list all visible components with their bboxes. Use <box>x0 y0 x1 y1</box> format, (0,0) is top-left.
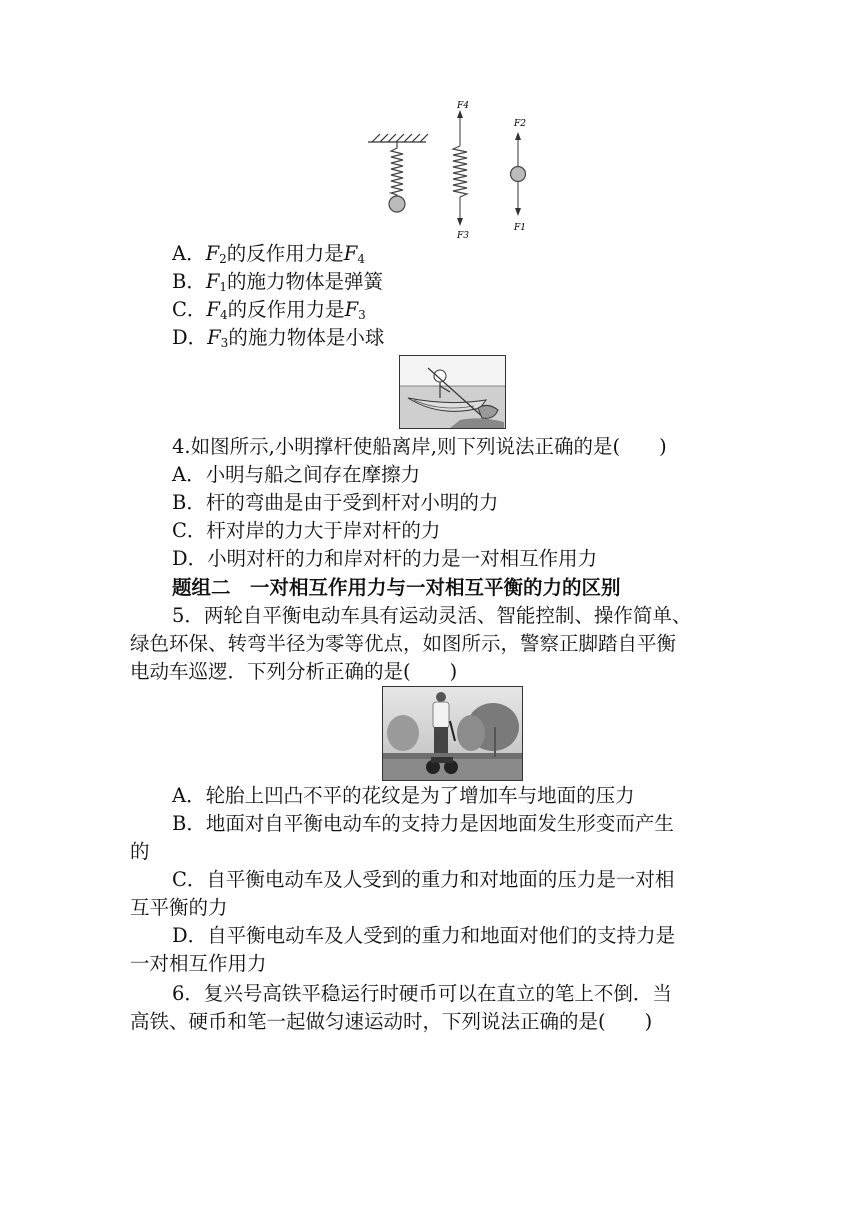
label-f1: F1 <box>514 223 526 233</box>
label-f2: F2 <box>514 119 526 129</box>
label-f4: F4 <box>457 101 469 111</box>
ceiling-support <box>368 134 428 142</box>
group2-title: 题组二 一对相互作用力与一对相互平衡的力的区别 <box>172 576 621 599</box>
boat-figure <box>399 355 506 429</box>
q4-stem: 4.如图所示,小明撑杆使船离岸,则下列说法正确的是( ) <box>172 435 667 458</box>
label-f3: F3 <box>457 231 469 241</box>
q4-option-c: C．杆对岸的力大于岸对杆的力 <box>172 519 441 542</box>
q5-option-a: A．轮胎上凹凸不平的花纹是为了增加车与地面的压力 <box>172 784 635 807</box>
q3-option-c: C．$F_4$的反作用力是$F_3$ <box>172 298 366 322</box>
q4-option-a: A．小明与船之间存在摩擦力 <box>172 463 421 486</box>
hanging-ball <box>389 196 405 212</box>
q5-stem-line-1: 5．两轮自平衡电动车具有运动灵活、智能控制、操作简单、 <box>172 604 692 627</box>
q4-option-d: D．小明对杆的力和岸对杆的力是一对相互作用力 <box>172 547 598 570</box>
q5-option-b-line-2: 的 <box>130 840 150 863</box>
q5-stem-line-3: 电动车巡逻．下列分析正确的是( ) <box>130 660 458 683</box>
q3-option-a: A．$F_2$的反作用力是$F_4$ <box>172 242 365 266</box>
q5-option-c-line-2: 互平衡的力 <box>130 896 228 919</box>
q5-option-c-line-1: C．自平衡电动车及人受到的重力和对地面的压力是一对相 <box>172 868 675 891</box>
segway-photo <box>382 686 523 781</box>
ball-with-forces <box>511 132 526 216</box>
spring-with-forces <box>453 110 467 226</box>
q6-stem-line-1: 6．复兴号高铁平稳运行时硬币可以在直立的笔上不倒．当 <box>172 982 672 1005</box>
q4-option-b: B．杆的弯曲是由于受到杆对小明的力 <box>172 491 499 514</box>
q5-option-d-line-2: 一对相互作用力 <box>130 952 267 975</box>
q5-option-b-line-1: B．地面对自平衡电动车的支持力是因地面发生形变而产生 <box>172 812 674 835</box>
q3-option-d: D．$F_3$的施力物体是小球 <box>172 326 385 350</box>
q6-stem-line-2: 高铁、硬币和笔一起做匀速运动时，下列说法正确的是( ) <box>130 1010 653 1033</box>
spring-force-diagram <box>360 98 540 243</box>
q5-stem-line-2: 绿色环保、转弯半径为零等优点，如图所示，警察正脚踏自平衡 <box>130 632 677 655</box>
q3-option-b: B．$F_1$的施力物体是弹簧 <box>172 270 384 294</box>
q5-option-d-line-1: D．自平衡电动车及人受到的重力和地面对他们的支持力是 <box>172 924 676 947</box>
hanging-spring <box>391 142 403 198</box>
